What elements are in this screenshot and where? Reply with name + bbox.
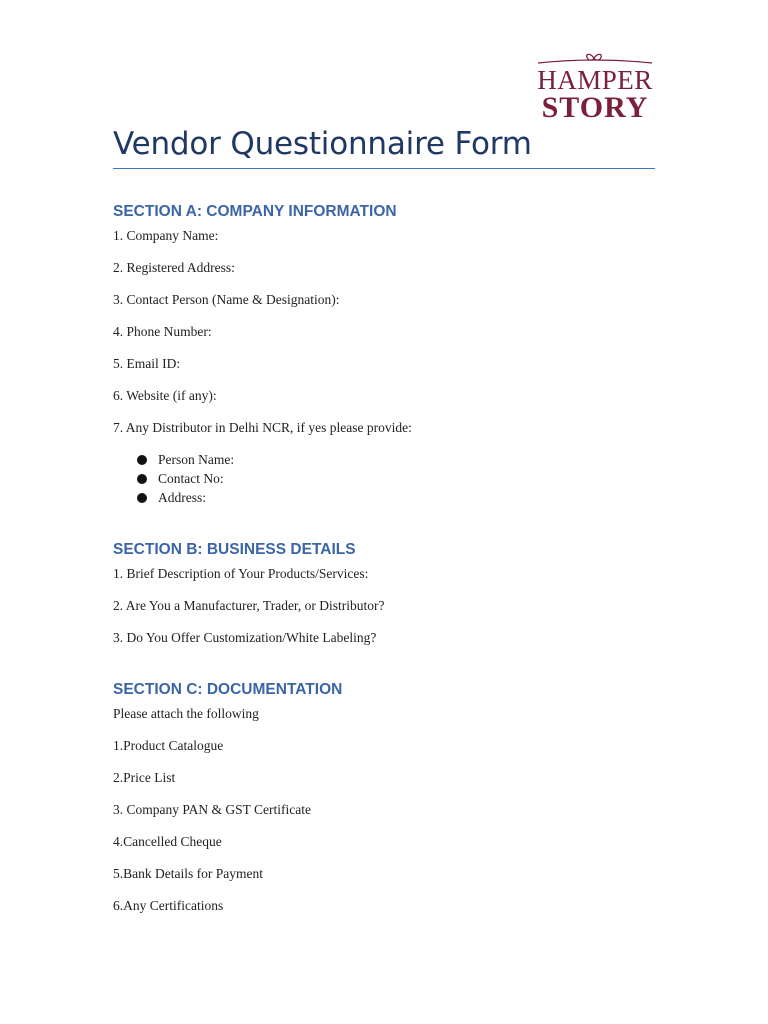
business-type-field: 2. Are You a Manufacturer, Trader, or Distributor?	[113, 598, 385, 613]
certifications-item: 6.Any Certifications	[113, 898, 224, 913]
bullet-dot-icon	[137, 493, 147, 503]
bullet-dot-icon	[137, 474, 147, 484]
product-catalogue-item: 1.Product Catalogue	[113, 738, 224, 753]
contact-no-field: Contact No:	[158, 471, 224, 486]
phone-number-field: 4. Phone Number:	[113, 324, 212, 339]
registered-address-field: 2. Registered Address:	[113, 260, 235, 275]
website-field: 6. Website (if any):	[113, 388, 217, 403]
documentation-intro: Please attach the following	[113, 706, 259, 721]
email-id-field: 5. Email ID:	[113, 356, 181, 371]
person-name-field: Person Name:	[158, 452, 235, 467]
address-field: Address:	[158, 490, 206, 505]
bow-ornament-icon	[538, 54, 652, 63]
pan-gst-certificate-item: 3. Company PAN & GST Certificate	[113, 802, 311, 817]
page-title: Vendor Questionnaire Form	[113, 126, 532, 162]
logo-line1: HAMPER	[537, 65, 653, 95]
product-description-field: 1. Brief Description of Your Products/Services:	[113, 566, 369, 581]
bank-details-item: 5.Bank Details for Payment	[113, 866, 263, 881]
section-a-heading: SECTION A: COMPANY INFORMATION	[113, 203, 397, 220]
section-c-heading: SECTION C: DOCUMENTATION	[113, 681, 343, 698]
price-list-item: 2.Price List	[113, 770, 176, 785]
bullet-dot-icon	[137, 455, 147, 465]
distributor-field: 7. Any Distributor in Delhi NCR, if yes please provide:	[113, 420, 412, 435]
title-underline	[113, 168, 655, 169]
logo-line2: STORY	[541, 91, 649, 120]
section-b-heading: SECTION B: BUSINESS DETAILS	[113, 541, 356, 558]
logo-graphic	[532, 48, 658, 120]
hamper-story-logo	[532, 48, 658, 120]
contact-person-field: 3. Contact Person (Name & Designation):	[113, 292, 340, 307]
company-name-field: 1. Company Name:	[113, 228, 219, 243]
customization-field: 3. Do You Offer Customization/White Labeling?	[113, 630, 377, 645]
cancelled-cheque-item: 4.Cancelled Cheque	[113, 834, 222, 849]
